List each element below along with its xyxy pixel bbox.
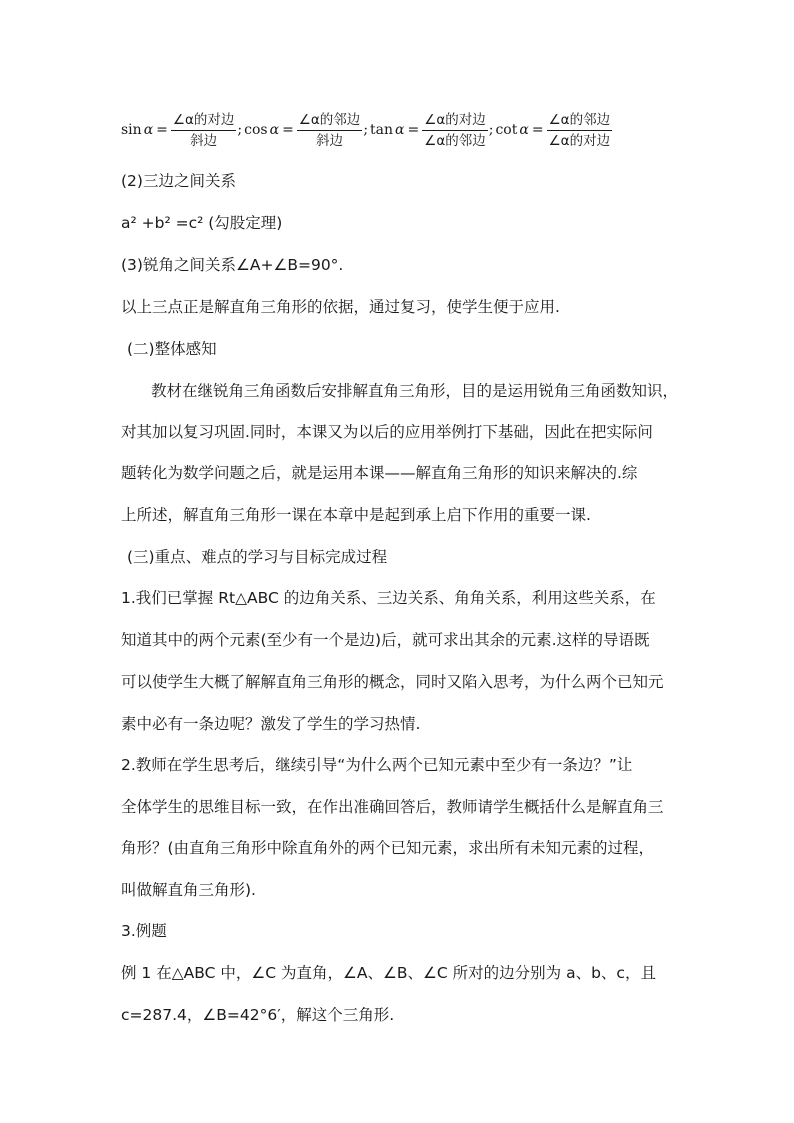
denominator: ∠α的邻边	[424, 132, 486, 149]
formula-cos	[244, 111, 370, 150]
numerator: ∠α的邻边	[297, 111, 363, 131]
text-line: (2)三边之间关系	[121, 172, 236, 190]
section-heading: (三)重点、难点的学习与目标完成过程	[127, 548, 388, 566]
equals-sign: =	[156, 122, 168, 138]
separator: ;	[363, 122, 369, 138]
text-line: 3.例题	[121, 922, 167, 940]
separator: ;	[237, 122, 243, 138]
denominator: 斜边	[316, 132, 344, 149]
text-line: 知道其中的两个元素(至少有一个是边)后，就可求出其余的元素.这样的导语既	[121, 631, 650, 649]
function-name: cot	[495, 122, 518, 138]
formula-cot	[495, 111, 612, 150]
section-heading: (二)整体感知	[127, 340, 217, 358]
numerator: ∠α的对边	[422, 111, 488, 131]
function-name: tan	[370, 122, 394, 138]
angle-variable: α	[269, 122, 280, 138]
text-line: 教材在继锐角三角函数后安排解直角三角形，目的是运用锐角三角函数知识，	[151, 382, 679, 400]
function-name: cos	[244, 122, 268, 138]
text-line: 素中必有一条边呢？激发了学生的学习热情.	[121, 715, 421, 733]
text-line: 1.我们已掌握 Rt△ABC 的边角关系、三边关系、角角关系，利用这些关系，在	[121, 589, 656, 607]
text-line: 全体学生的思维目标一致，在作出准确回答后，教师请学生概括什么是解直角三	[121, 798, 664, 816]
equals-sign: =	[407, 122, 420, 138]
formula-sin	[121, 111, 244, 150]
text-line: 上所述，解直角三角形一课在本章中是起到承上启下作用的重要一课.	[121, 506, 591, 524]
text-line: a² +b² =c² (勾股定理)	[121, 214, 283, 232]
text-line: 例 1 在△ABC 中，∠C 为直角，∠A、∠B、∠C 所对的边分别为 a、b、c，且	[121, 964, 656, 982]
separator: ;	[488, 122, 494, 138]
fraction	[171, 111, 237, 150]
function-name: sin	[121, 122, 142, 138]
angle-variable: α	[395, 122, 405, 138]
equals-sign: =	[531, 122, 544, 138]
angle-variable: α	[519, 122, 529, 138]
text-line: (3)锐角之间关系∠A+∠B=90°.	[121, 256, 344, 274]
text-line: 角形？(由直角三角形中除直角外的两个已知元素，求出所有未知元素的过程，	[121, 839, 655, 857]
formula-tan	[370, 111, 495, 150]
text-line: 可以使学生大概了解解直角三角形的概念，同时又陷入思考，为什么两个已知元	[121, 673, 664, 691]
denominator: 斜边	[190, 132, 218, 149]
text-line: 2.教师在学生思考后，继续引导“为什么两个已知元素中至少有一条边？”让	[121, 756, 633, 774]
numerator: ∠α的对边	[171, 111, 237, 131]
numerator: ∠α的邻边	[547, 111, 613, 131]
trig-ratio-formulas	[121, 106, 612, 154]
text-line: 叫做解直角三角形).	[121, 881, 256, 899]
text-line: c=287.4，∠B=42°6′，解这个三角形.	[121, 1006, 395, 1024]
fraction	[297, 111, 363, 150]
denominator: ∠α的对边	[548, 132, 611, 149]
text-line: 对其加以复习巩固.同时，本课又为以后的应用举例打下基础，因此在把实际问	[121, 423, 653, 441]
text-line: 题转化为数学问题之后，就是运用本课——解直角三角形的知识来解决的.综	[121, 464, 638, 482]
fraction	[422, 111, 488, 150]
fraction	[547, 111, 613, 150]
equals-sign: =	[282, 122, 294, 138]
text-line: 以上三点正是解直角三角形的依据，通过复习，使学生便于应用.	[121, 298, 560, 316]
angle-variable: α	[143, 122, 154, 138]
